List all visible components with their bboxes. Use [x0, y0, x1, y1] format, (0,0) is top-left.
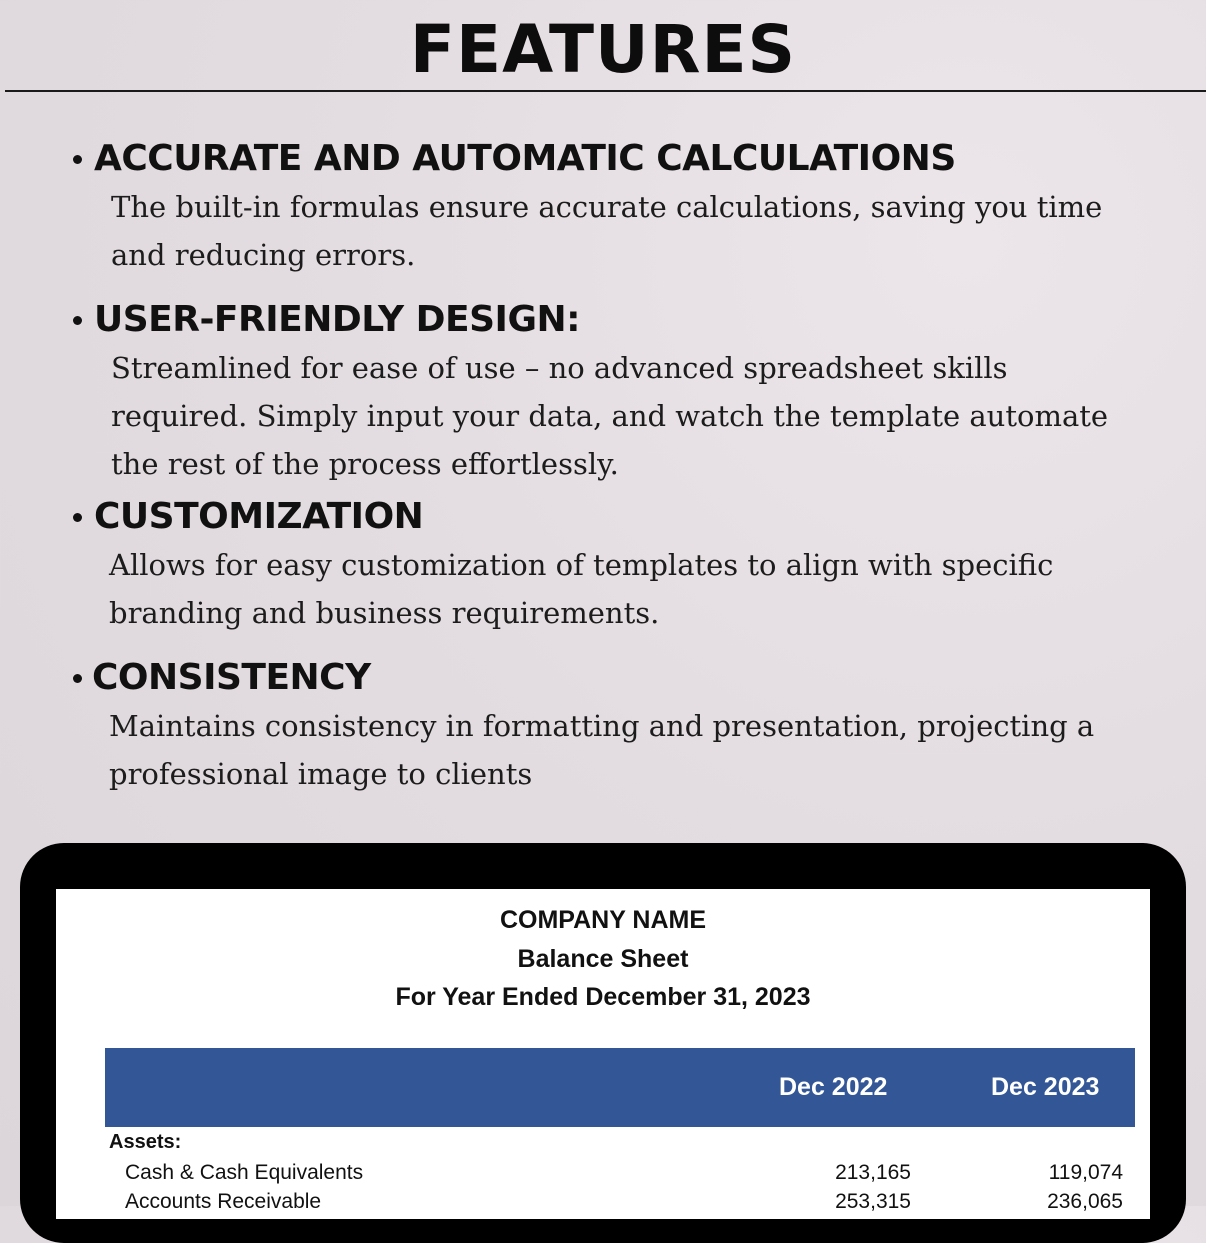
feature-heading: CUSTOMIZATION	[94, 496, 424, 537]
title-divider	[5, 90, 1206, 92]
feature-line: Allows for easy customization of templates to align with specific	[109, 548, 1054, 582]
row-label: Accounts Receivable	[125, 1190, 322, 1213]
column-header: Dec 2022	[779, 1073, 888, 1101]
feature-item	[70, 137, 1170, 279]
company-name: COMPANY NAME	[499, 906, 707, 934]
bullet-icon	[73, 513, 82, 522]
feature-heading: ACCURATE AND AUTOMATIC CALCULATIONS	[94, 138, 956, 179]
feature-description	[109, 702, 1170, 798]
feature-description	[111, 344, 1170, 488]
feature-line: required. Simply input your data, and watch the template automate	[111, 399, 1109, 433]
page-title: FEATURES	[409, 11, 797, 88]
feature-heading: USER-FRIENDLY DESIGN:	[94, 299, 581, 340]
report-title: Balance Sheet	[517, 945, 689, 973]
feature-heading: CONSISTENCY	[92, 657, 371, 698]
bullet-icon	[73, 316, 82, 325]
feature-line: the rest of the process effortlessly.	[111, 447, 619, 481]
section-label: Assets:	[109, 1131, 182, 1153]
report-period: For Year Ended December 31, 2023	[395, 983, 811, 1011]
row-label: Cash & Cash Equivalents	[125, 1161, 364, 1184]
cell-value: 213,165	[835, 1161, 911, 1184]
feature-item	[70, 495, 1170, 637]
bullet-icon	[73, 674, 82, 683]
feature-line: branding and business requirements.	[109, 596, 660, 630]
cell-value: 119,074	[1048, 1161, 1123, 1184]
feature-line: professional image to clients	[109, 757, 533, 791]
feature-item	[70, 298, 1170, 488]
feature-line: Maintains consistency in formatting and presentation, projecting a	[109, 709, 1095, 743]
column-header: Dec 2023	[991, 1073, 1100, 1101]
feature-description	[109, 541, 1170, 637]
table-header-bar	[105, 1048, 1135, 1127]
cell-value: 236,065	[1047, 1190, 1123, 1213]
feature-description	[111, 183, 1170, 279]
feature-item	[70, 656, 1170, 798]
feature-line: Streamlined for ease of use – no advanced spreadsheet skills	[111, 351, 1008, 385]
feature-line: The built-in formulas ensure accurate calculations, saving you time	[111, 190, 1103, 224]
cell-value: 253,315	[835, 1190, 911, 1213]
bullet-icon	[73, 155, 82, 164]
feature-line: and reducing errors.	[111, 238, 416, 272]
